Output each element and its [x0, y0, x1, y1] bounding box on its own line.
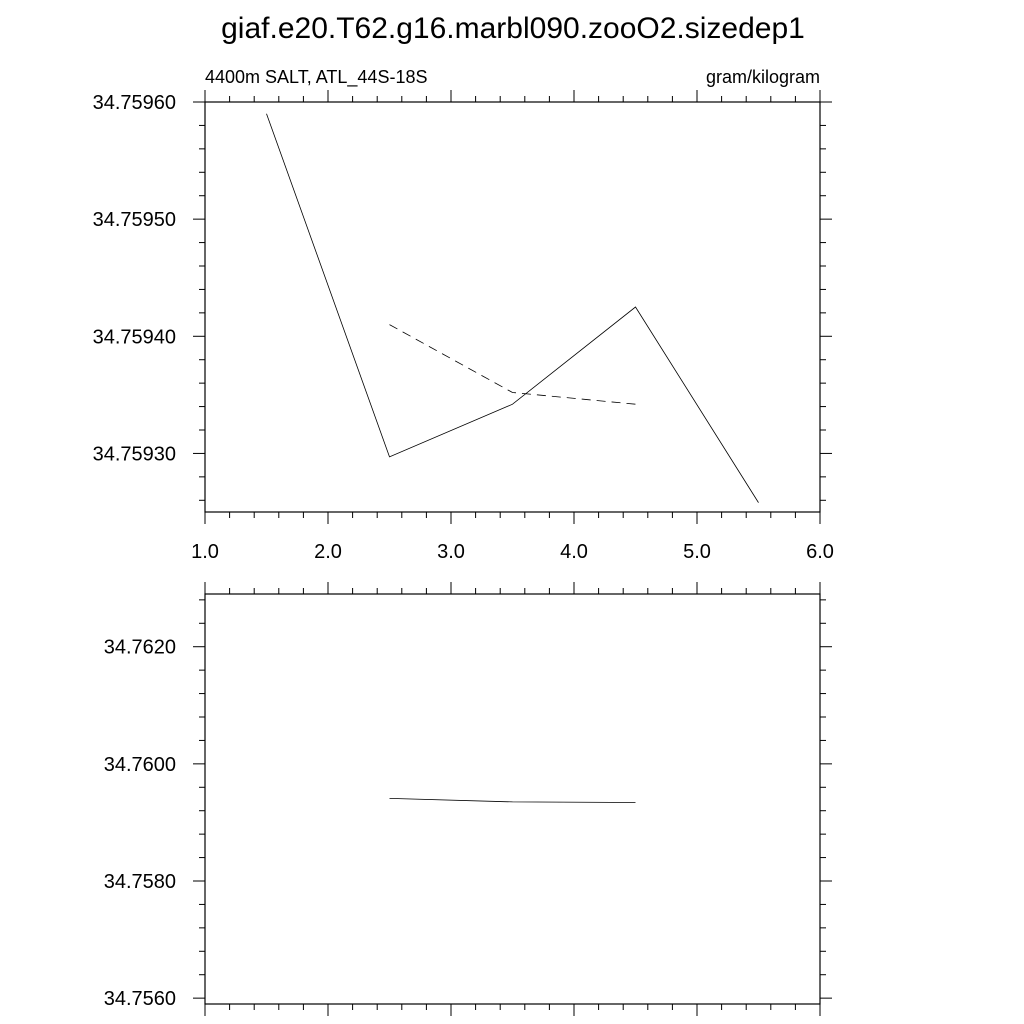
lower-series-line-solid — [390, 798, 636, 802]
lower-y-tick-label: 34.7580 — [103, 871, 176, 893]
lower-panel — [104, 582, 832, 1016]
upper-x-tick-label: 5.0 — [683, 541, 711, 563]
upper-panel-unit-label: gram/kilogram — [705, 67, 820, 87]
lower-y-tick-label: 34.7560 — [103, 988, 176, 1011]
upper-series-line-solid — [267, 114, 759, 503]
chart-title: giaf.e20.T62.g16.marbl090.zooO2.sizedep1 — [221, 12, 805, 45]
upper-plot-frame — [205, 102, 820, 512]
upper-x-tick-label: 1.0 — [191, 541, 219, 563]
upper-panel-left-label: 4400m SALT, ATL_44S-18S — [205, 67, 428, 87]
upper-y-tick-label: 34.75940 — [92, 326, 176, 349]
upper-y-tick-label: 34.75930 — [92, 443, 176, 466]
lower-y-tick-label: 34.7600 — [103, 753, 176, 776]
lower-plot-frame — [205, 594, 820, 1004]
upper-x-tick-label: 3.0 — [437, 541, 465, 563]
upper-x-tick-label: 2.0 — [314, 541, 342, 563]
upper-y-tick-label: 34.75950 — [92, 209, 176, 232]
upper-x-tick-label: 6.0 — [806, 541, 834, 563]
upper-panel — [93, 67, 834, 563]
lower-y-tick-label: 34.7620 — [103, 636, 176, 659]
upper-y-tick-label: 34.75960 — [92, 92, 176, 114]
upper-x-tick-label: 4.0 — [560, 541, 588, 563]
